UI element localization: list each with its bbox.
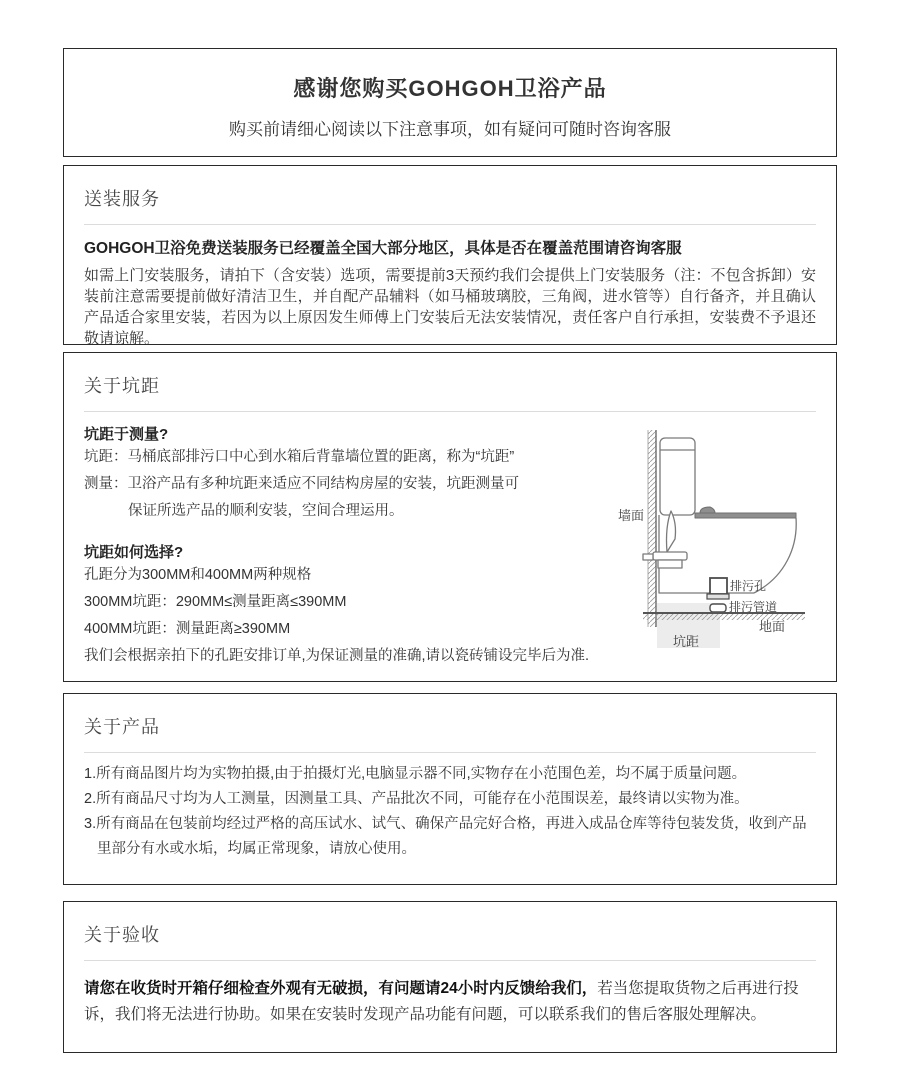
section-delivery-service [63,165,837,345]
sewage-pipe-graphic [710,604,726,612]
acceptance-paragraph [84,976,816,1028]
section-thank-you [63,48,837,157]
wall-label: 墙面 [618,508,645,523]
toilet-pit-diagram [615,427,810,652]
pit-spec-300mm: 300MM坑距：290MM≤测量距离≤390MM [84,594,347,610]
divider [84,224,816,225]
delivery-body: 如需上门安装服务，请拍下（含安装）选项，需要提前3天预约我们会提供上门安装服务（注：不包含拆卸）安装前注意需要提前做好清洁卫生，并自配产品辅料（如马桶玻璃胶，三角阀，进水管等）自行备齐，并且确认产品适合家里安装，若因为以上原因发生师傅上门安装后无法安装情况，责任客户自行承担，安装费不予退还敬请谅解。 [84,267,816,347]
page-title: 感谢您购买GOHGOH卫浴产品 [293,76,607,101]
divider [84,411,816,412]
acceptance-bold-text: 请您在收货时开箱仔细检查外观有无破损，有问题请24小时内反馈给我们， [84,980,598,997]
pit-def-celiang-cont: 保证所选产品的顺利安装，空间合理运用。 [128,503,404,519]
ground-label: 地面 [759,619,786,634]
pit-heading: 关于坑距 [84,376,160,396]
divider [84,752,816,753]
product-heading: 关于产品 [84,717,160,737]
pit-spec-400mm: 400MM坑距：测量距离≥390MM [84,621,291,637]
acceptance-heading: 关于验收 [84,925,160,945]
pit-def-kengju: 坑距：马桶底部排污口中心到水箱后背靠墙位置的距离，称为“坑距” [84,449,515,465]
product-note-2: 2.所有商品尺寸均为人工测量，因测量工具、产品批次不同，可能存在小范围误差，最终请以实物为准。 [84,791,749,807]
pit-question-measure: 坑距于测量? [84,426,169,443]
section-acceptance [63,901,837,1053]
pit-text-column [84,423,629,670]
section-pit-distance [63,352,837,682]
sewage-pipe-label: 排污管道 [729,600,778,614]
sewage-hole-graphic [707,578,729,599]
pit-order-note: 我们会根据亲拍下的孔距安排订单,为保证测量的准确,请以瓷砖铺设完毕后为准. [84,648,590,664]
product-note-1: 1.所有商品图片均为实物拍摄,由于拍摄灯光,电脑显示器不同,实物存在小范围色差，均不属于质量问题。 [84,766,747,782]
pit-def-celiang: 测量：卫浴产品有多种坑距来适应不同结构房屋的安装，坑距测量可 [84,476,519,492]
divider [84,960,816,961]
acceptance-rest-text: 若当您提取货物之后再进行投诉，我们将无法进行协助。如果在安装时发现产品功能有问题，可以联系我们的售后客服处理解决。 [84,980,799,1023]
sewage-hole-label: 排污孔 [730,579,767,593]
pit-distance-label: 坑距 [673,634,700,649]
wall-graphic [648,430,656,627]
pit-spec-intro: 孔距分为300MM和400MM两种规格 [84,567,312,583]
product-notes-list [84,762,816,862]
delivery-heading: 送装服务 [84,189,160,209]
product-note-3: 3.所有商品在包装前均经过严格的高压试水、试气、确保产品完好合格，再进入成品仓库等待包装发货，收到产品里部分有水或水垢，均属正常现象，请放心使用。 [84,816,807,857]
pit-question-choose: 坑距如何选择? [84,544,184,561]
page-subtitle: 购买前请细心阅读以下注意事项，如有疑问可随时咨询客服 [229,120,671,139]
delivery-lead: GOHGOH卫浴免费送装服务已经覆盖全国大部分地区，具体是否在覆盖范围请咨询客服 [84,240,682,257]
section-about-product [63,693,837,885]
toilet-graphic [643,438,796,593]
